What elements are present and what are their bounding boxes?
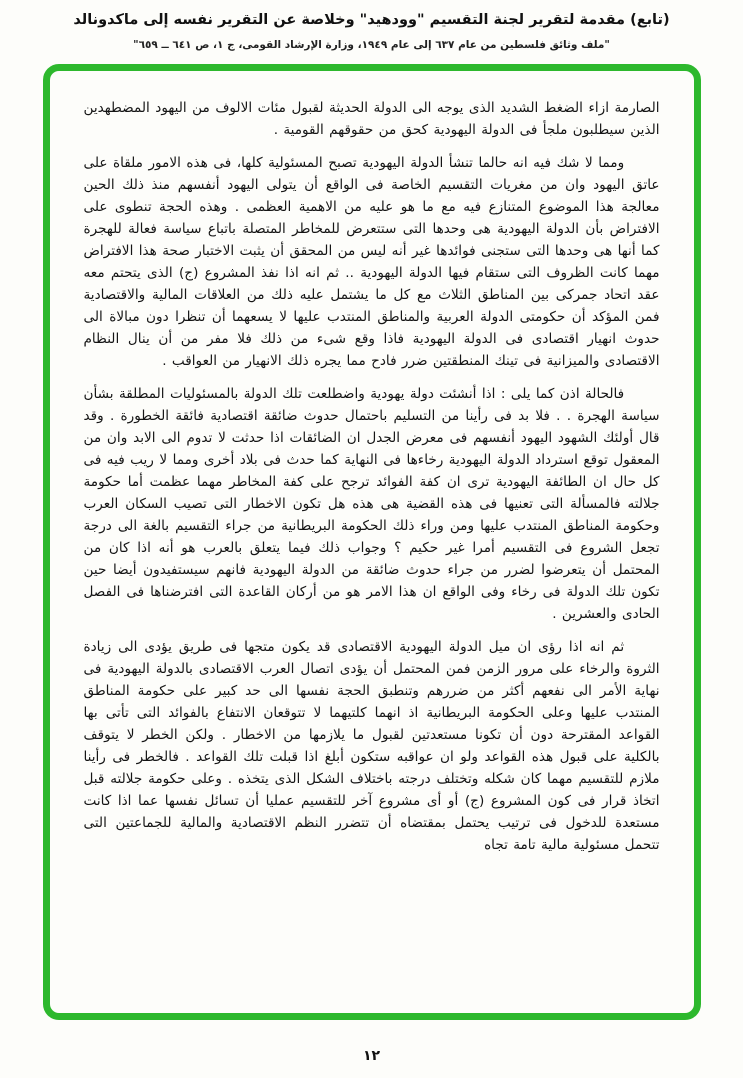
paragraph: الصارمة ازاء الضغط الشديد الذى يوجه الى الدولة الحديثة لقبول مئات الالوف من اليهود المضطهدين الذين سيطلبون ملجأ فى الدولة اليهودية كحق من حقوقهم القومية . — [83, 100, 660, 139]
paragraph: ومما لا شك فيه انه حالما تنشأ الدولة اليهودية تصبح المسئولية كلها، فى هذه الامور ملقاة على عاتق اليهود وان من مغريات التقسيم الخاصة فى الواقع أن يتولى اليهود أنفسهم منذ ذلك الحين معالجة هذا الموضوع المتنازع فيه مع ما هو عليه من الاهمية العظمى . وهذه الحجة تنطوى على الافتراض بأن الدولة اليهودية هى وحدها التى ستتعرض للمخاطر المتصلة باتباع سياسة فعالة للهجرة كما أنها هى وحدها التى ستجنى فوائدها غير أنه ليس من المحقق أن يثبت الاختبار صحة هذا الافتراض مهما كانت الظروف التى ستقام فيها الدولة اليهودية .. ثم انه اذا نفذ المشروع (ج) الذى يتحتم معه عقد اتحاد جمركى بين المناطق الثلاث مع كل ما يشتمل عليه ذلك من العلاقات المالية والاقتصادية فمن المؤكد أن حكومتى الدولة العربية والمناطق المنتدب عليها لا يسعهما أن تنظرا دون مبالاة الى حدوث انهيار اقتصادى فى الدولة اليهودية فاذا وقع شىء من ذلك فلا مفر من أن ينال النظام الاقتصادى والميزانية فى تينك المنطقتين ضرر فادح مما يجره ذلك الانهيار من العواقب . — [83, 155, 660, 370]
document-body — [84, 97, 660, 856]
document-title: (تابع) مقدمة لتقرير لجنة التقسيم "وودهيد" وخلاصة عن التقرير نفسه إلى ماكدونالد — [73, 12, 670, 28]
paragraph: فالحالة اذن كما يلى : اذا أنشئت دولة يهودية واضطلعت تلك الدولة بالمسئوليات المطلقة بشأن سياسة الهجرة . . فلا بد فى رأينا من التسليم باحتمال حدوث ضائقة اقتصادية فائقة الخطورة . وقد قال أولئك الشهود اليهود أنفسهم فى معرض الجدل ان الضائقات اذا حدثت لا تدوم الى الابد وان من المعقول توقع استرداد الدولة اليهودية رخاءها فى النهاية كما حدث فى بلاد أخرى ومما لا ريب فيه فى كل حال ان الطائفة اليهودية ترى ان كفة الفوائد ترجح على كفة المخاطر مهما عظمت أما حكومة جلالته فالمسألة التى تعنيها فى هذه القضية هى هذه هل تكون الاخطار التى تصيب السكان العرب وحكومة المناطق المنتدب عليها ومن وراء ذلك الحكومة البريطانية من جراء التقسيم بالغة الى درجة تجعل الشروع فى التقسيم أمرا غير حكيم ؟ وجواب ذلك فيما يتعلق بالعرب هو أنه اذا كان من المحتمل أن يتعرضوا لضرر من جراء حدوث ضائقة من الدولة اليهودية فانهم سيستفيدون أيضا حين تكون تلك الدولة فى رخاء وفى الواقع ان هذا الامر هو من أركان القاعدة التى افترضناها فى الفصل الحادى والعشرين . — [83, 386, 660, 623]
document-header — [0, 0, 743, 52]
page-footer — [0, 1045, 743, 1064]
green-border-frame — [43, 64, 701, 1020]
paragraph: ثم انه اذا رؤى ان ميل الدولة اليهودية الاقتصادى قد يكون متجها فى طريق يؤدى الى زيادة الثروة والرخاء على مرور الزمن فمن المحتمل أن يؤدى اتصال العرب الاقتصادى بالدولة اليهودية فى نهاية الأمر الى نفعهم أكثر من ضررهم وتنطبق الحجة نفسها الى حد كبير على حكومة المناطق المنتدب عليها وعلى الحكومة البريطانية اذ انهما كلتيهما لا تتوقعان الانتفاع بالفوائد التى تأتى بها القواعد المقترحة دون أن تكونا مستعدتين لقبول ما يلازمها من الاخطار . ولكن الخطر لا يتوقف بالكلية على قبول هذه القواعد ولو ان عواقبه ستكون أبلغ اذا قبلت تلك القواعد . فالخطر فى رأينا ملازم للتقسيم مهما كان شكله وتختلف درجته باختلاف الشكل الذى يتخذه . وعلى حكومة جلالته قبل اتخاذ قرار فى كون المشروع (ج) أو أى مشروع آخر للتقسيم عمليا أن تسائل نفسها عما اذا كانت مستعدة للدخول فى ترتيب يحتمل بمقتضاه أن تتضرر النظم الاقتصادية والمالية للجماعتين التى تتحمل مسئولية مالية تامة تجاه — [83, 639, 660, 854]
page-number: ١٢ — [362, 1048, 381, 1064]
document-source-citation: "ملف وثائق فلسطين من عام ٦٣٧ إلى عام ١٩٤٩، وزارة الإرشاد القومى، ج ١، ص ٦٤١ ــ ٦٥٩" — [133, 38, 610, 51]
